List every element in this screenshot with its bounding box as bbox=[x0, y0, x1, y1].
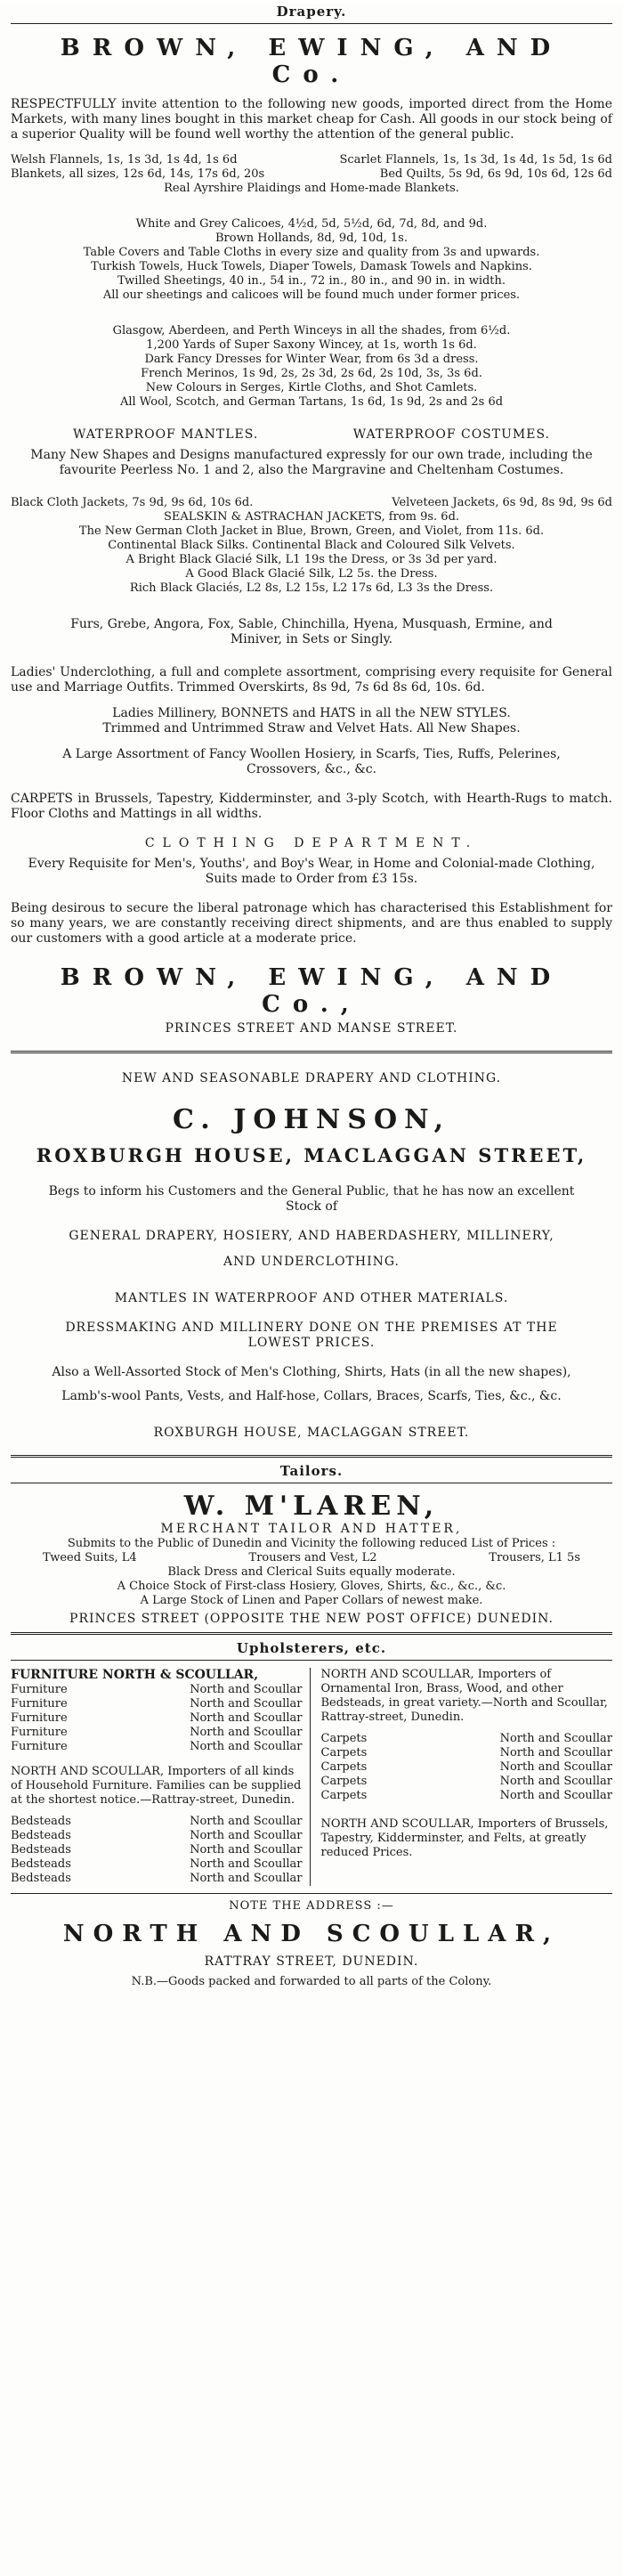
brussels-tapestry: NORTH AND SCOULLAR, Importers of Brussels, Tapestry, Kidderminster, and Felts, at greatly reduced Prices. bbox=[320, 1817, 609, 1859]
item-label: Bedsteads bbox=[11, 1815, 71, 1828]
item-label: Carpets bbox=[320, 1775, 368, 1788]
firm-label: North and Scoullar bbox=[499, 1746, 612, 1759]
item-label: Bedsteads bbox=[11, 1857, 71, 1871]
silk-line: A Good Black Glacié Silk, L2 5s. the Dress. bbox=[185, 567, 438, 581]
johnson-also-2: Lamb's-wool Pants, Vests, and Half-hose, Collars, Braces, Scarfs, Ties, &c., &c. bbox=[61, 1389, 562, 1403]
item-label: Furniture bbox=[11, 1726, 68, 1739]
winceys-line: All Wool, Scotch, and German Tartans, 1s 6d, 1s 9d, 2s and 2s 6d bbox=[119, 395, 504, 409]
calicoes-line: Turkish Towels, Huck Towels, Diaper Towels, Damask Towels and Napkins. bbox=[91, 260, 532, 273]
black-dress-suits: Black Dress and Clerical Suits equally moderate. bbox=[167, 1565, 456, 1579]
winceys-line: Dark Fancy Dresses for Winter Wear, from 6s 3d a dress. bbox=[144, 353, 479, 366]
winceys-line: French Merinos, 1s 9d, 2s, 2s 3d, 2s 6d, 2s 10d, 3s, 3s 6d. bbox=[141, 367, 482, 380]
waterproof-body: Many New Shapes and Designs manufactured expressly for our own trade, including the favourite Peerless No. 1 and 2, also the Margravine and Cheltenham Costumes. bbox=[30, 448, 593, 477]
upholsterers-right-column bbox=[318, 1668, 613, 1886]
section-heading-drapery: Drapery. bbox=[276, 4, 347, 20]
welsh-flannels: Welsh Flannels, 1s, 1s 3d, 1s 4d, 1s 6d bbox=[11, 153, 238, 167]
list-item bbox=[321, 1732, 613, 1746]
sealskin-jackets: SEALSKIN & ASTRACHAN JACKETS, from 9s. 6d. bbox=[163, 510, 460, 524]
firm-label: North and Scoullar bbox=[190, 1683, 303, 1696]
jackets-block bbox=[11, 496, 612, 596]
winceys-line: New Colours in Serges, Kirtle Cloths, and Shot Camlets. bbox=[145, 381, 478, 394]
clothing-body: Every Requisite for Men's, Youths', and Boy's Wear, in Home and Colonial-made Clothing, Suits made to Order from £3 15s. bbox=[28, 857, 595, 886]
johnson-top: NEW AND SEASONABLE DRAPERY AND CLOTHING. bbox=[121, 1071, 502, 1085]
list-item bbox=[11, 1815, 303, 1829]
tweed-suits: Tweed Suits, L4 bbox=[43, 1551, 137, 1564]
winceys-line: 1,200 Yards of Super Saxony Wincey, at 1s, worth 1s 6d. bbox=[146, 338, 477, 352]
section-heading-tailors: Tailors. bbox=[279, 1463, 344, 1479]
mclaren-address: PRINCES STREET (OPPOSITE THE NEW POST OFFICE) DUNEDIN. bbox=[69, 1612, 554, 1626]
divider bbox=[11, 1455, 612, 1458]
johnson-also-1: Also a Well-Assorted Stock of Men's Clothing, Shirts, Hats (in all the new shapes), bbox=[52, 1365, 571, 1379]
calicoes-line: Twilled Sheetings, 40 in., 54 in., 72 in., 80 in., and 90 in. in width. bbox=[117, 274, 506, 288]
divider bbox=[11, 1051, 612, 1053]
carpets-list bbox=[321, 1732, 613, 1803]
firm-label: North and Scoullar bbox=[190, 1829, 303, 1842]
bed-quilts: Bed Quilts, 5s 9d, 6s 9d, 10s 6d, 12s 6d bbox=[379, 167, 612, 181]
item-label: Bedsteads bbox=[11, 1843, 71, 1857]
winceys-line: Glasgow, Aberdeen, and Perth Winceys in all the shades, from 6½d. bbox=[112, 324, 511, 337]
firm-label: North and Scoullar bbox=[190, 1872, 303, 1885]
brown-ewing-address: PRINCES STREET AND MANSE STREET. bbox=[165, 1021, 458, 1036]
rattray-street: RATTRAY STREET, DUNEDIN. bbox=[204, 1954, 419, 1969]
divider bbox=[11, 1632, 612, 1635]
firm-label: North and Scoullar bbox=[190, 1726, 303, 1739]
millinery-block bbox=[11, 706, 612, 736]
furs: Furs, Grebe, Angora, Fox, Sable, Chinchilla, Hyena, Musquash, Ermine, and Miniver, in Sets or Singly. bbox=[70, 617, 553, 646]
item-label: Carpets bbox=[320, 1746, 368, 1759]
divider bbox=[11, 23, 612, 24]
silk-line: The New German Cloth Jacket in Blue, Brown, Green, and Violet, from 11s. 6d. bbox=[78, 524, 545, 538]
divider bbox=[11, 1660, 612, 1661]
closing-statement: Being desirous to secure the liberal patronage which has characterised this Establishment for so many years, we are constantly receiving direct shipments, and are thus enabled to supply our customers with a good article at a moderate price. bbox=[11, 901, 612, 946]
mclaren-submits: Submits to the Public of Dunedin and Vicinity the following reduced List of Prices : bbox=[67, 1537, 556, 1550]
item-label: Bedsteads bbox=[11, 1829, 71, 1842]
johnson-stock-1: GENERAL DRAPERY, HOSIERY, AND HABERDASHERY, MILLINERY, bbox=[69, 1229, 554, 1243]
johnson-mantles: MANTLES IN WATERPROOF AND OTHER MATERIALS. bbox=[114, 1291, 509, 1305]
silk-line: A Bright Black Glacié Silk, L1 19s the Dress, or 3s 3d per yard. bbox=[125, 553, 498, 566]
johnson-dressmaking: DRESSMAKING AND MILLINERY DONE ON THE PREMISES AT THE bbox=[65, 1321, 558, 1335]
upholsterers-columns bbox=[11, 1668, 612, 1886]
bedsteads-list bbox=[11, 1815, 303, 1886]
johnson-lowest: LOWEST PRICES. bbox=[247, 1336, 376, 1350]
ladies-underclothing: Ladies' Underclothing, a full and complete assortment, comprising every requisite for General use and Marriage Outfits. Trimmed Overskirts, 8s 9d, 7s 6d 8s 6d, 10s. 6d. bbox=[11, 665, 612, 695]
millinery-line: Ladies Millinery, BONNETS and HATS in all the NEW STYLES. bbox=[112, 706, 511, 720]
list-item bbox=[321, 1746, 613, 1760]
furniture-list bbox=[11, 1683, 303, 1754]
brown-ewing-banner: BROWN, EWING, AND Co. bbox=[60, 35, 563, 88]
mclaren-name: W. M'LAREN, bbox=[183, 1491, 440, 1522]
johnson-name: C. JOHNSON, bbox=[172, 1104, 451, 1135]
list-item bbox=[321, 1760, 613, 1775]
johnson-stock-2: AND UNDERCLOTHING. bbox=[222, 1255, 400, 1269]
brown-intro: RESPECTFULLY invite attention to the following new goods, imported direct from the Home Markets, with many lines bought in this market cheap for Cash. All goods in our stock being of a superior Quality will be found well worthy the attention of the general public. bbox=[11, 97, 612, 142]
list-item bbox=[11, 1697, 303, 1711]
choice-stock: A Choice Stock of First-class Hosiery, Gloves, Shirts, &c., &c., &c. bbox=[117, 1580, 506, 1593]
calicoes-line: Table Covers and Table Cloths in every size and quality from 3s and upwards. bbox=[83, 246, 540, 259]
silk-line: Continental Black Silks. Continental Black and Coloured Silk Velvets. bbox=[108, 539, 515, 552]
firm-label: North and Scoullar bbox=[190, 1711, 303, 1725]
velveteen-jackets: Velveteen Jackets, 6s 9d, 8s 9d, 9s 6d bbox=[392, 496, 612, 509]
flannels-block bbox=[11, 153, 612, 196]
calicoes-line: White and Grey Calicoes, 4½d, 5d, 5½d, 6d, 7d, 8d, and 9d. bbox=[135, 217, 488, 231]
carpets: CARPETS in Brussels, Tapestry, Kidderminster, and 3-ply Scotch, with Hearth-Rugs to match. Floor Cloths and Mattings in all widths. bbox=[11, 792, 612, 821]
ornamental-bedsteads: NORTH AND SCOULLAR, Importers of Ornamental Iron, Brass, Wood, and other Bedsteads, in great variety.—North and Scoullar, Rattray-street, Dunedin. bbox=[320, 1668, 608, 1724]
silk-line: Rich Black Glaciés, L2 8s, L2 15s, L2 17s 6d, L3 3s the Dress. bbox=[129, 581, 494, 595]
linen-collars: A Large Stock of Linen and Paper Collars of newest make. bbox=[140, 1594, 483, 1607]
list-item bbox=[11, 1857, 303, 1872]
list-item bbox=[11, 1872, 303, 1886]
list-item bbox=[11, 1843, 303, 1857]
johnson-footer: ROXBURGH HOUSE, MACLAGGAN STREET. bbox=[153, 1426, 470, 1440]
firm-label: North and Scoullar bbox=[190, 1815, 303, 1828]
furniture-title: FURNITURE NORTH & SCOULLAR, bbox=[11, 1668, 259, 1682]
list-item bbox=[11, 1740, 303, 1754]
mclaren-prices bbox=[11, 1551, 612, 1565]
list-item bbox=[11, 1683, 303, 1697]
ayrshire-plaidings: Real Ayrshire Plaidings and Home-made Blankets. bbox=[164, 182, 459, 195]
fancy-hosiery: A Large Assortment of Fancy Woollen Hosiery, in Scarfs, Ties, Ruffs, Pelerines, Crossovers, &c., &c. bbox=[62, 747, 561, 776]
divider bbox=[11, 1893, 612, 1894]
firm-label: North and Scoullar bbox=[499, 1732, 612, 1745]
calicoes-line: Brown Hollands, 8d, 9d, 10d, 1s. bbox=[214, 232, 408, 245]
item-label: Furniture bbox=[11, 1740, 68, 1753]
johnson-stock-of: Stock of bbox=[285, 1199, 338, 1214]
list-item bbox=[321, 1775, 613, 1789]
firm-label: North and Scoullar bbox=[499, 1760, 612, 1774]
blankets: Blankets, all sizes, 12s 6d, 14s, 17s 6d, 20s bbox=[11, 167, 265, 181]
trousers-and-vest: Trousers and Vest, L2 bbox=[248, 1551, 377, 1564]
item-label: Bedsteads bbox=[11, 1872, 71, 1885]
calicoes-block bbox=[11, 217, 612, 303]
waterproof-costumes: WATERPROOF COSTUMES. bbox=[352, 427, 550, 442]
brown-ewing-footer: BROWN, EWING, AND Co., bbox=[60, 964, 563, 1018]
note-the-address: NOTE THE ADDRESS :— bbox=[229, 1899, 394, 1913]
item-label: Furniture bbox=[11, 1711, 68, 1725]
waterproof-heading bbox=[11, 427, 612, 443]
firm-label: North and Scoullar bbox=[499, 1789, 612, 1802]
item-label: Furniture bbox=[11, 1683, 68, 1696]
firm-label: North and Scoullar bbox=[190, 1740, 303, 1753]
waterproof-mantles: WATERPROOF MANTLES. bbox=[73, 427, 259, 442]
firm-label: North and Scoullar bbox=[499, 1775, 612, 1788]
north-scoullar-firm: NORTH AND SCOULLAR, bbox=[62, 1921, 561, 1947]
newspaper-page bbox=[0, 4, 623, 2576]
scarlet-flannels: Scarlet Flannels, 1s, 1s 3d, 1s 4d, 1s 5d, 1s 6d bbox=[339, 153, 612, 167]
mclaren-trade: MERCHANT TAILOR AND HATTER, bbox=[160, 1522, 463, 1536]
black-cloth-jackets: Black Cloth Jackets, 7s 9d, 9s 6d, 10s 6d. bbox=[11, 496, 254, 509]
list-item bbox=[11, 1711, 303, 1726]
roxburgh-house: ROXBURGH HOUSE, MACLAGGAN STREET, bbox=[36, 1144, 587, 1166]
list-item bbox=[11, 1726, 303, 1740]
item-label: Furniture bbox=[11, 1697, 68, 1711]
item-label: Carpets bbox=[320, 1789, 368, 1802]
list-item bbox=[11, 1829, 303, 1843]
calicoes-line: All our sheetings and calicoes will be found much under former prices. bbox=[102, 288, 521, 302]
firm-label: North and Scoullar bbox=[190, 1697, 303, 1711]
upholsterers-left-column bbox=[11, 1668, 311, 1886]
item-label: Carpets bbox=[320, 1732, 368, 1745]
firm-label: North and Scoullar bbox=[190, 1857, 303, 1871]
section-heading-upholsterers: Upholsterers, etc. bbox=[236, 1640, 387, 1656]
trousers: Trousers, L1 5s bbox=[489, 1551, 580, 1564]
item-label: Carpets bbox=[320, 1760, 368, 1774]
winceys-block bbox=[11, 324, 612, 410]
clothing-department: CLOTHING DEPARTMENT. bbox=[144, 836, 479, 850]
list-item bbox=[321, 1789, 613, 1803]
firm-label: North and Scoullar bbox=[190, 1843, 303, 1857]
millinery-line: Trimmed and Untrimmed Straw and Velvet Hats. All New Shapes. bbox=[102, 721, 521, 735]
johnson-begs: Begs to inform his Customers and the General Public, that he has now an excellent bbox=[48, 1184, 575, 1199]
household-furniture: NORTH AND SCOULLAR, Importers of all kinds of Household Furniture. Families can be supplied at the shortest notice.—Rattray-street, Dunedin. bbox=[11, 1765, 302, 1807]
nb-goods-forwarded: N.B.—Goods packed and forwarded to all parts of the Colony. bbox=[131, 1975, 492, 1988]
